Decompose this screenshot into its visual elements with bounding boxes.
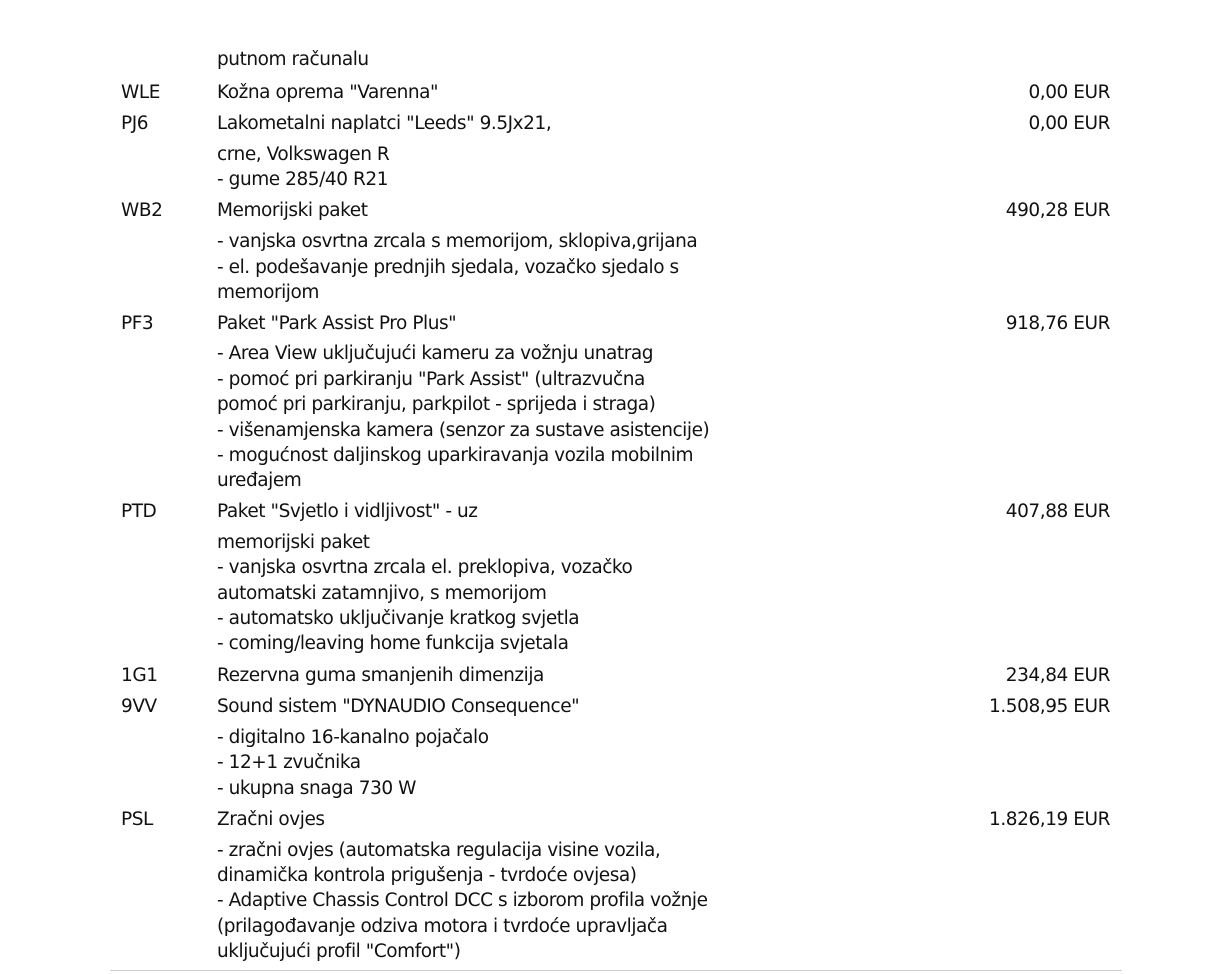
item-description-line: - ukupna snaga 730 W bbox=[217, 778, 416, 799]
item-price: 407,88 EUR bbox=[1005, 501, 1110, 522]
item-code: PTD bbox=[121, 501, 157, 522]
item-description-line: Paket "Svjetlo i vidljivost" - uz bbox=[217, 501, 478, 522]
item-description-line: memorijski paket bbox=[217, 532, 370, 553]
item-price: 0,00 EUR bbox=[1028, 113, 1110, 134]
item-description-line: - vanjska osvrtna zrcala s memorijom, sklopiva,grijana bbox=[217, 231, 698, 252]
item-description-line: - el. podešavanje prednjih sjedala, vozačko sjedalo s bbox=[217, 257, 679, 278]
item-description-line: automatski zatamnjivo, s memorijom bbox=[217, 583, 547, 604]
item-description-line: Memorijski paket bbox=[217, 200, 368, 221]
item-description-line: - 12+1 zvučnika bbox=[217, 752, 361, 773]
item-description-line: Rezervna guma smanjenih dimenzija bbox=[217, 665, 544, 686]
item-description-line: - coming/leaving home funkcija svjetala bbox=[217, 633, 569, 654]
item-description-line: - vanjska osvrtna zrcala el. preklopiva, vozačko bbox=[217, 557, 633, 578]
item-code: PJ6 bbox=[121, 113, 149, 134]
item-description-line: (prilagođavanje odziva motora i tvrdoće upravljača bbox=[217, 916, 668, 937]
item-code: PSL bbox=[121, 809, 153, 830]
item-price: 0,00 EUR bbox=[1028, 82, 1110, 103]
item-description-line: - pomoć pri parkiranju "Park Assist" (ultrazvučna bbox=[217, 369, 645, 390]
item-description-line: uključujući profil "Comfort") bbox=[217, 941, 461, 962]
item-price: 234,84 EUR bbox=[1005, 665, 1110, 686]
item-description-line: Sound sistem "DYNAUDIO Consequence" bbox=[217, 696, 580, 717]
item-description-line: - gume 285/40 R21 bbox=[217, 169, 389, 190]
item-description-line: pomoć pri parkiranju, parkpilot - sprijeda i straga) bbox=[217, 394, 656, 415]
item-code: 1G1 bbox=[121, 665, 158, 686]
item-description-line: - automatsko uključivanje kratkog svjetla bbox=[217, 608, 580, 629]
item-price: 490,28 EUR bbox=[1005, 200, 1110, 221]
item-description-line: memorijom bbox=[217, 282, 319, 303]
item-description-line: Zračni ovjes bbox=[217, 809, 325, 830]
item-description-line: - višenamjenska kamera (senzor za sustave asistencije) bbox=[217, 420, 710, 441]
item-description-line: - mogućnost daljinskog uparkiravanja vozila mobilnim bbox=[217, 445, 694, 466]
item-description-line: Kožna oprema "Varenna" bbox=[217, 82, 439, 103]
item-code: PF3 bbox=[121, 313, 154, 334]
item-price: 1.826,19 EUR bbox=[989, 809, 1110, 830]
item-description-line: - zračni ovjes (automatska regulacija visine vozila, bbox=[217, 840, 661, 861]
item-description-line: - Adaptive Chassis Control DCC s izborom profila vožnje bbox=[217, 890, 708, 911]
item-description-line: Lakometalni naplatci "Leeds" 9.5Jx21, bbox=[217, 113, 552, 134]
item-description-line: crne, Volkswagen R bbox=[217, 144, 390, 165]
item-code: WLE bbox=[121, 82, 160, 103]
item-price: 918,76 EUR bbox=[1005, 313, 1110, 334]
item-description-line: Paket "Park Assist Pro Plus" bbox=[217, 313, 457, 334]
item-description-line: - digitalno 16-kanalno pojačalo bbox=[217, 727, 489, 748]
item-code: 9VV bbox=[121, 696, 157, 717]
item-price: 1.508,95 EUR bbox=[989, 696, 1110, 717]
bottom-divider bbox=[110, 970, 1122, 971]
item-description-line: uređajem bbox=[217, 470, 302, 491]
item-description-line: putnom računalu bbox=[217, 49, 369, 70]
item-code: WB2 bbox=[121, 200, 163, 221]
item-description-line: - Area View uključujući kameru za vožnju unatrag bbox=[217, 343, 654, 364]
item-description-line: dinamička kontrola prigušenja - tvrdoće ovjesa) bbox=[217, 865, 637, 886]
